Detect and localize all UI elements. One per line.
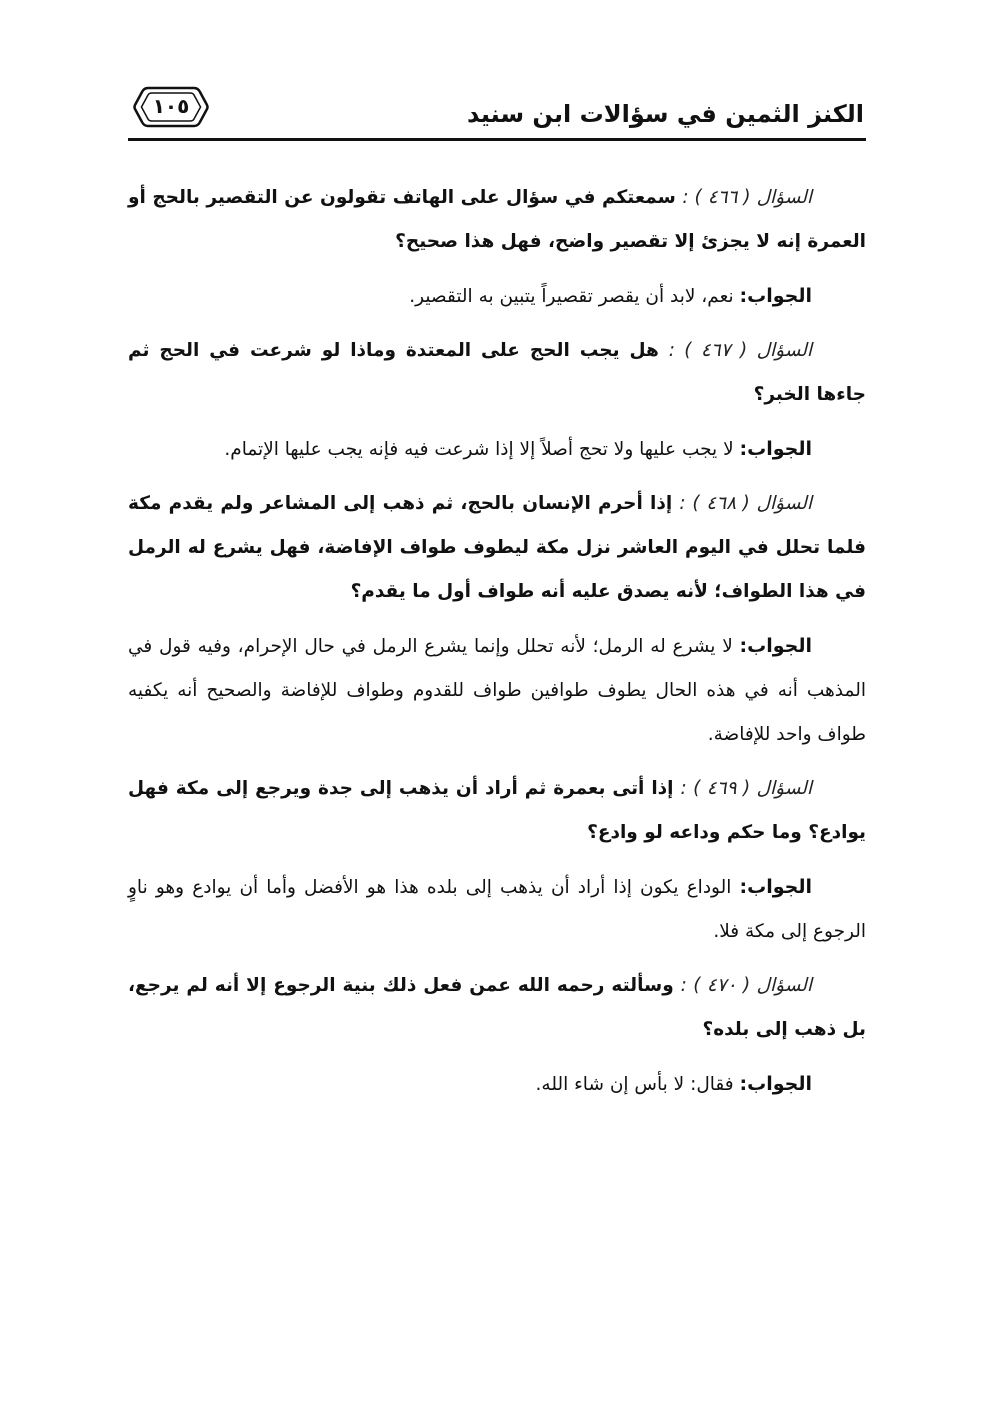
- qa-content: [128, 176, 866, 1117]
- answer-468: [128, 624, 866, 757]
- question-text: وسألته رحمه الله عمن فعل ذلك بنية الرجوع إلا أنه لم يرجع، بل ذهب إلى بلده؟: [128, 975, 866, 1040]
- answer-text: نعم، لابد أن يقصر تقصيراً يتبين به التقصير.: [409, 286, 734, 307]
- answer-470: [128, 1062, 866, 1107]
- page-number-badge: [132, 86, 210, 128]
- answer-text: الوداع يكون إذا أراد أن يذهب إلى بلده هذا هو الأفضل وأما أن يوادع وهو ناوٍ الرجوع إلى مكة فلا.: [128, 877, 866, 942]
- question-text: إذا أتى بعمرة ثم أراد أن يذهب إلى جدة ويرجع إلى مكة فهل يوادع؟ وما حكم وداعه لو وادع؟: [128, 778, 866, 843]
- question-label: السؤال ( ٤٦٨ ) :: [679, 493, 812, 514]
- answer-466: [128, 274, 866, 319]
- question-text: سمعتكم في سؤال على الهاتف تقولون عن التقصير بالحج أو العمرة إنه لا يجزئ إلا تقصير واضح، فهل هذا صحيح؟: [128, 187, 866, 252]
- answer-text: فقال: لا بأس إن شاء الله.: [535, 1074, 734, 1095]
- answer-467: [128, 427, 866, 472]
- page-number: ١٠٥: [152, 94, 190, 118]
- question-text: إذا أحرم الإنسان بالحج، ثم ذهب إلى المشاعر ولم يقدم مكة فلما تحلل في اليوم العاشر نزل مكة ليطوف طواف الإفاضة، فهل يشرع له الرمل في هذا الطواف؛ لأنه يصدق عليه أنه طواف أول ما يقدم؟: [128, 493, 866, 602]
- question-467: [128, 329, 866, 417]
- answer-label: الجواب:: [739, 285, 812, 307]
- question-469: [128, 767, 866, 855]
- answer-label: الجواب:: [739, 876, 812, 898]
- question-label: السؤال ( ٤٧٠ ) :: [680, 975, 812, 996]
- page-header: [128, 86, 866, 141]
- answer-text: لا يشرع له الرمل؛ لأنه تحلل وإنما يشرع الرمل في حال الإحرام، وفيه قول في المذهب أنه في هذه الحال يطوف طوافين طواف للقدوم وطواف للإفاضة والصحيح أنه يكفيه طواف واحد للإفاضة.: [128, 636, 866, 745]
- question-468: [128, 482, 866, 614]
- answer-label: الجواب:: [739, 1073, 812, 1095]
- answer-label: الجواب:: [739, 438, 812, 460]
- question-text: هل يجب الحج على المعتدة وماذا لو شرعت في الحج ثم جاءها الخبر؟: [128, 340, 866, 405]
- question-466: [128, 176, 866, 264]
- answer-label: الجواب:: [739, 635, 812, 657]
- question-label: السؤال ( ٤٦٧ ) :: [668, 340, 812, 361]
- answer-text: لا يجب عليها ولا تحج أصلاً إلا إذا شرعت فيه فإنه يجب عليها الإتمام.: [224, 439, 734, 460]
- question-label: السؤال ( ٤٦٩ ) :: [680, 778, 812, 799]
- question-label: السؤال ( ٤٦٦ ) :: [682, 187, 812, 208]
- answer-469: [128, 865, 866, 954]
- book-title: الكنز الثمين في سؤالات ابن سنيد: [467, 100, 864, 128]
- question-470: [128, 964, 866, 1052]
